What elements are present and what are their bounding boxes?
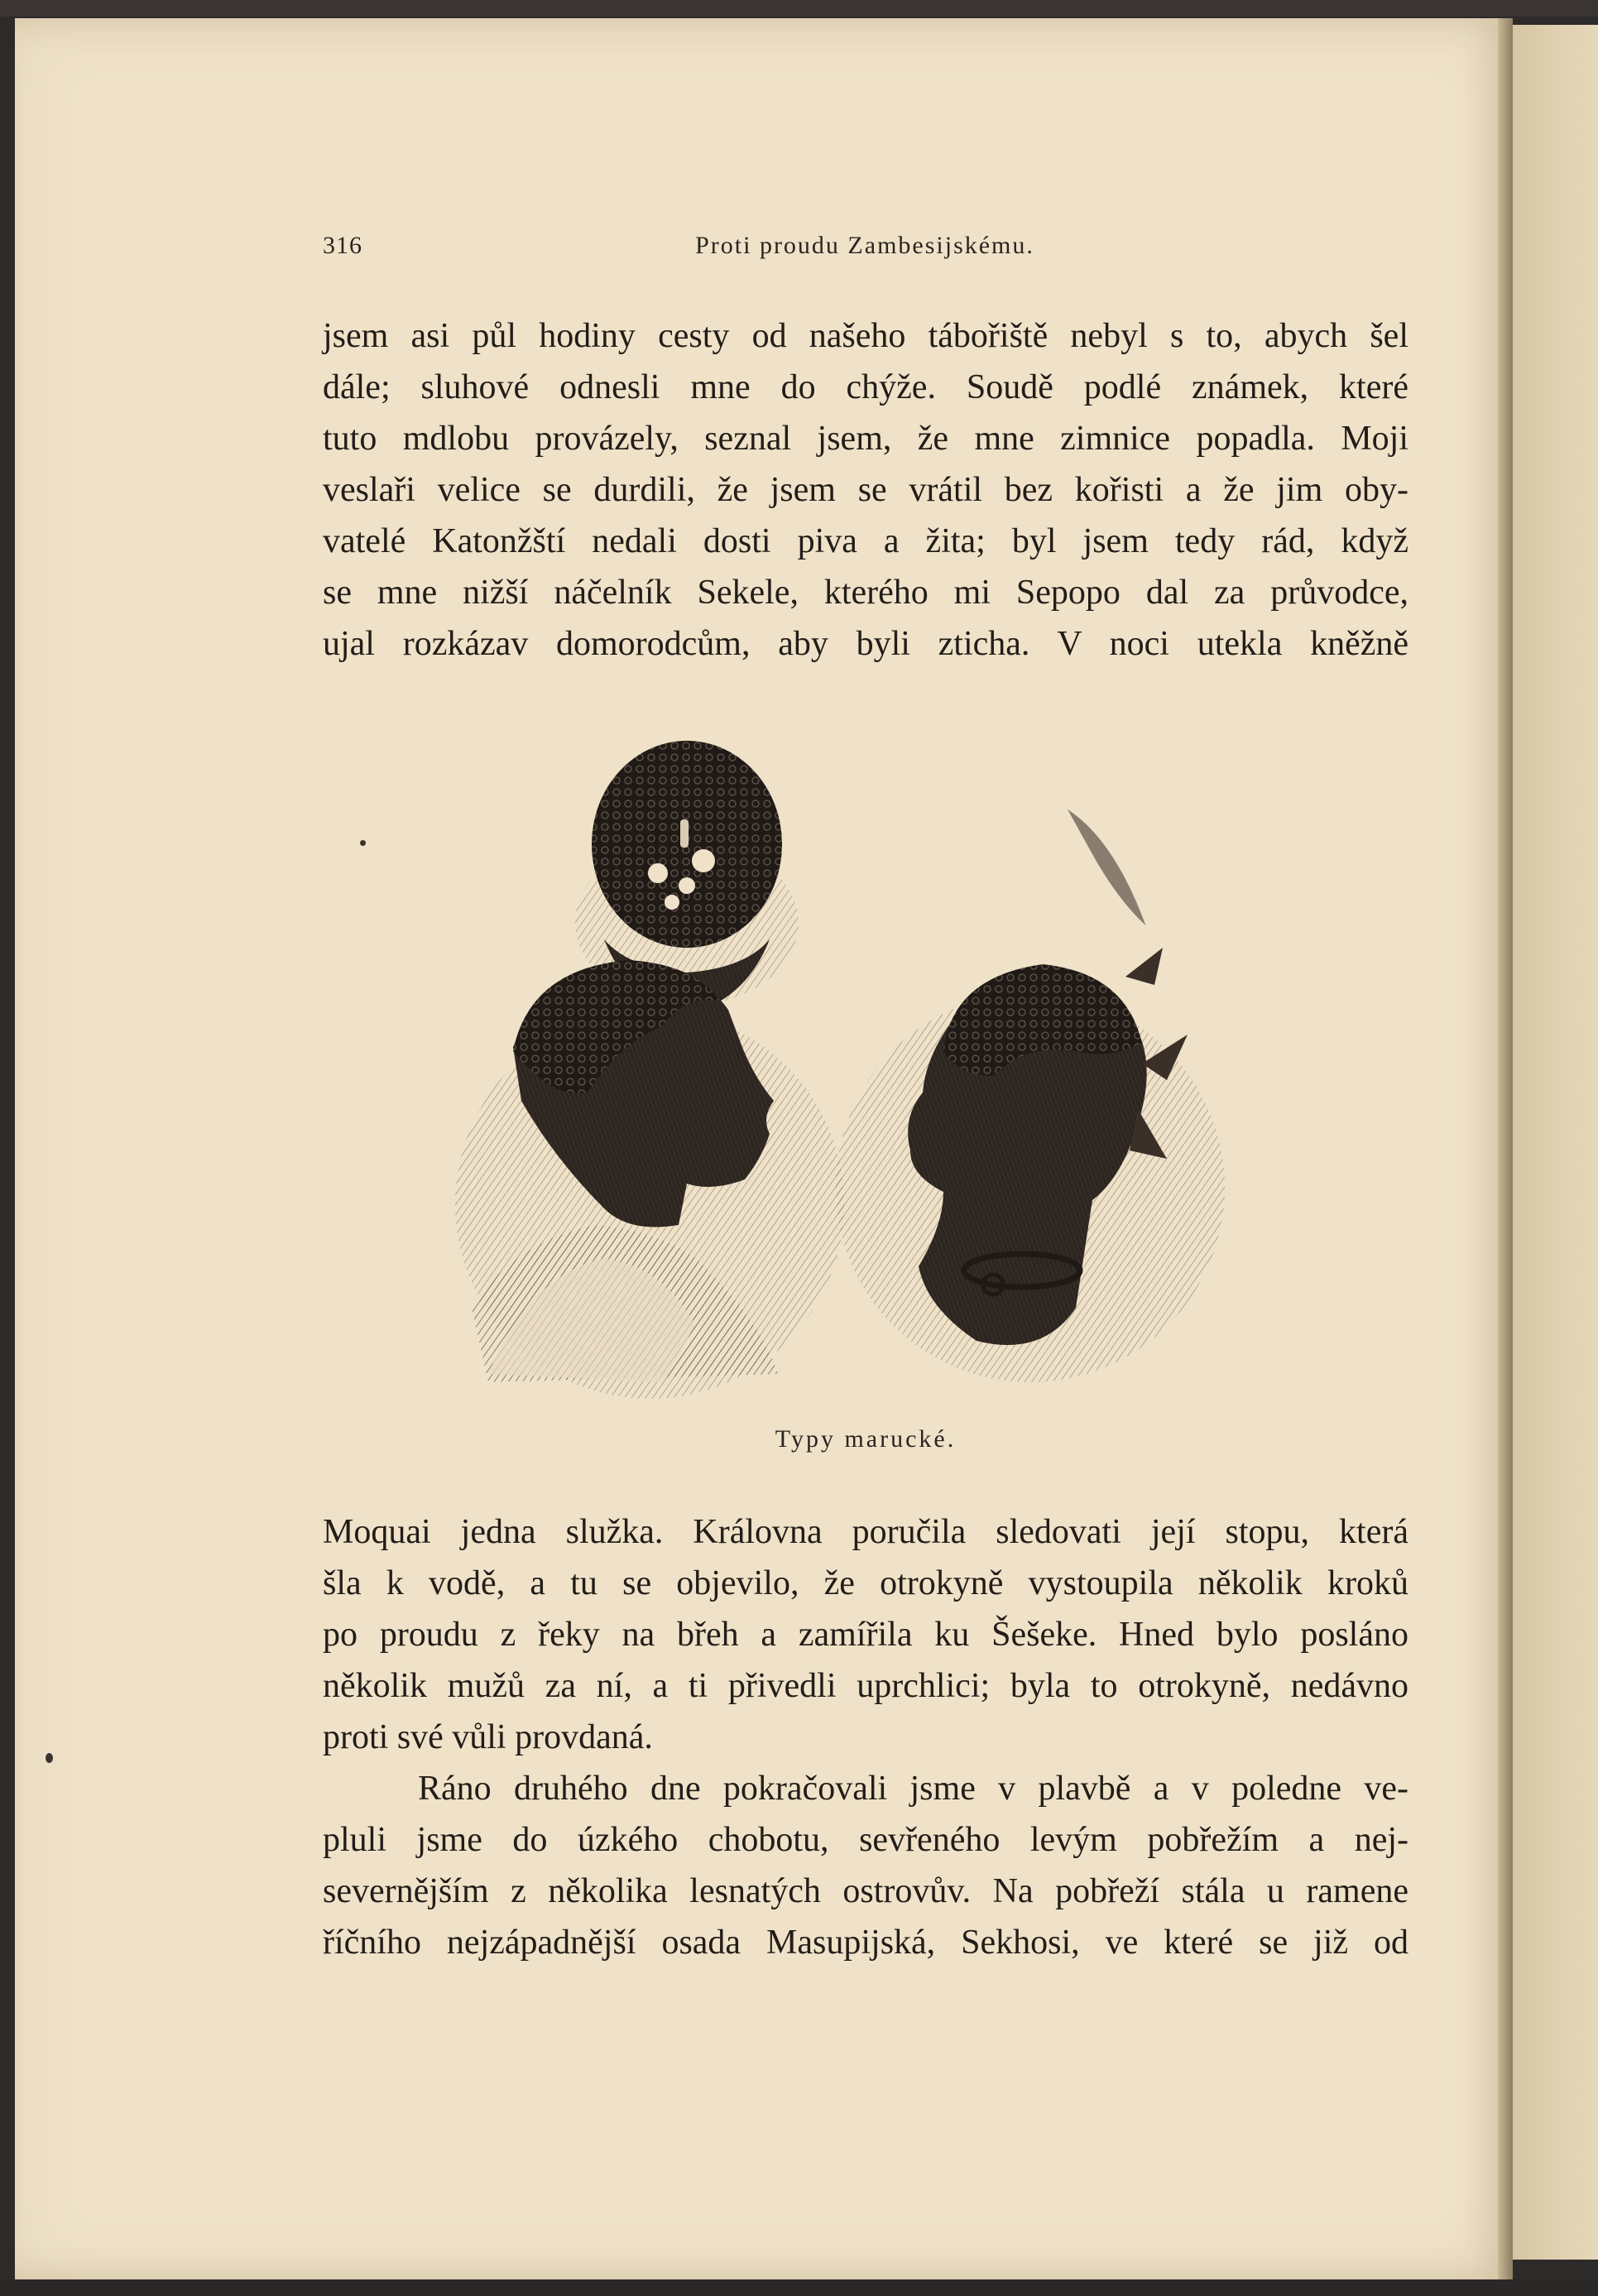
paragraph-bottom (323, 1506, 1408, 1968)
text-line: Moquai jedna služka. Královna poručila sledovati její stopu, která (323, 1513, 1408, 1551)
page-gutter (1498, 18, 1513, 2279)
engraving-illustration (414, 728, 1316, 1407)
scan-border-bottom (0, 2279, 1598, 2296)
text-line: Ráno druhého dne pokračovali jsme v plavbě a v poledne ve- (418, 1770, 1408, 1808)
text-line: šla k vodě, a tu se objevilo, že otrokyně vystoupila několik kroků (323, 1564, 1408, 1602)
text-line: jsem asi půl hodiny cesty od našeho tábořiště nebyl s to, abych šel (323, 317, 1408, 355)
text-line: proti své vůli provdaná. (323, 1718, 653, 1756)
text-line: říčního nejzápadnější osada Masupijská, Sekhosi, ve které se již od (323, 1924, 1408, 1962)
figure-caption: Typy marucké. (775, 1425, 957, 1453)
text-line: po proudu z řeky na břeh a zamířila ku Šešeke. Hned bylo posláno (323, 1616, 1408, 1654)
text-line: tuto mdlobu provázely, seznal jsem, že mne zimnice popadla. Moji (323, 420, 1408, 458)
adjacent-page-edge (1513, 25, 1598, 2260)
scan-border-top (0, 0, 1598, 17)
text-line: několik mužů za ní, a ti přivedli uprchlici; byla to otrokyně, nedávno (323, 1667, 1408, 1705)
text-line: dále; sluhové odnesli mne do chýže. Soudě podlé známek, které (323, 368, 1408, 406)
page-number: 316 (323, 232, 362, 259)
paragraph-top (323, 310, 1408, 670)
portrait-right-profile (836, 798, 1225, 1382)
ink-speck (360, 840, 366, 846)
text-line: vatelé Katonžští nedali dosti piva a žita; byl jsem tedy rád, když (323, 522, 1408, 560)
text-line: pluli jsme do úzkého chobotu, sevřeného levým pobřežím a nej- (323, 1821, 1408, 1859)
text-line: veslaři velice se durdili, že jsem se vrátil bez kořisti a že jim oby- (323, 471, 1408, 509)
ink-speck (46, 1753, 53, 1763)
text-line: severnějším z několika lesnatých ostrovův. Na pobřeží stála u ramene (323, 1872, 1408, 1910)
page-header (323, 232, 1407, 265)
text-line: se mne nižší náčelník Sekele, kterého mi Sepopo dal za průvodce, (323, 574, 1408, 612)
text-line: ujal rozkázav domorodcům, aby byli zticha. V noci utekla kněžně (323, 625, 1408, 663)
running-title: Proti proudu Zambesijskému. (695, 232, 1034, 259)
portrait-left-profile (455, 960, 844, 1399)
